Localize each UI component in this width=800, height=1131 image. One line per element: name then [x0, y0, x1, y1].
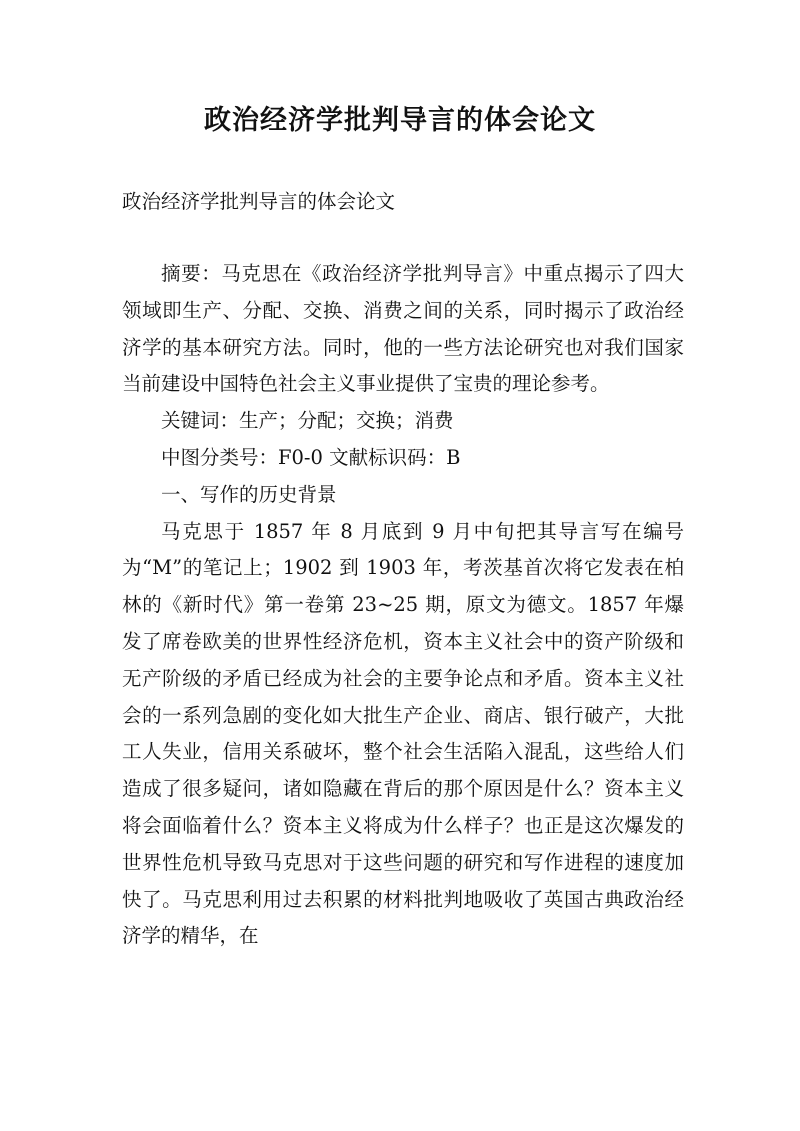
classification-line: 中图分类号：F0-0 文献标识码：B: [161, 445, 461, 469]
keywords-line: 关键词：生产；分配；交换；消费: [161, 409, 454, 433]
body-paragraph: 马克思于 1857 年 8 月底到 9 月中旬把其导言写在编号为“M”的笔记上；1902 到 1903 年，考茨基首次将它发表在柏林的《新时代》第一卷第 23~25 期，原文为德文。1857 年爆发了席卷欧美的世界性经济危机，资本主义社会中的资产阶级和无产阶级的矛盾已经成为社会的主要争论点和矛盾。资本主义社会的一系列急剧的变化如大批生产企业、商店、银行破产，大批工人失业，信用关系破坏，整个社会生活陷入混乱，这些给人们造成了很多疑问，诸如隐藏在背后的那个原因是什么？资本主义将会面临着什么？资本主义将成为什么样子？也正是这次爆发的世界性危机导致马克思对于这些问题的研究和写作进程的速度加快了。马克思利用过去积累的材料批判地吸收了英国古典政治经济学的精华，在: [122, 519, 684, 948]
section-heading: 一、写作的历史背景: [161, 482, 337, 506]
document-body: [122, 256, 684, 955]
abstract-paragraph: 摘要：马克思在《政治经济学批判导言》中重点揭示了四大领域即生产、分配、交换、消费之间的关系，同时揭示了政治经济学的基本研究方法。同时，他的一些方法论研究也对我们国家当前建设中国特色社会主义事业提供了宝贵的理论参考。: [122, 262, 684, 396]
document-title: 政治经济学批判导言的体会论文: [204, 105, 596, 136]
document-subtitle: 政治经济学批判导言的体会论文: [122, 190, 396, 213]
